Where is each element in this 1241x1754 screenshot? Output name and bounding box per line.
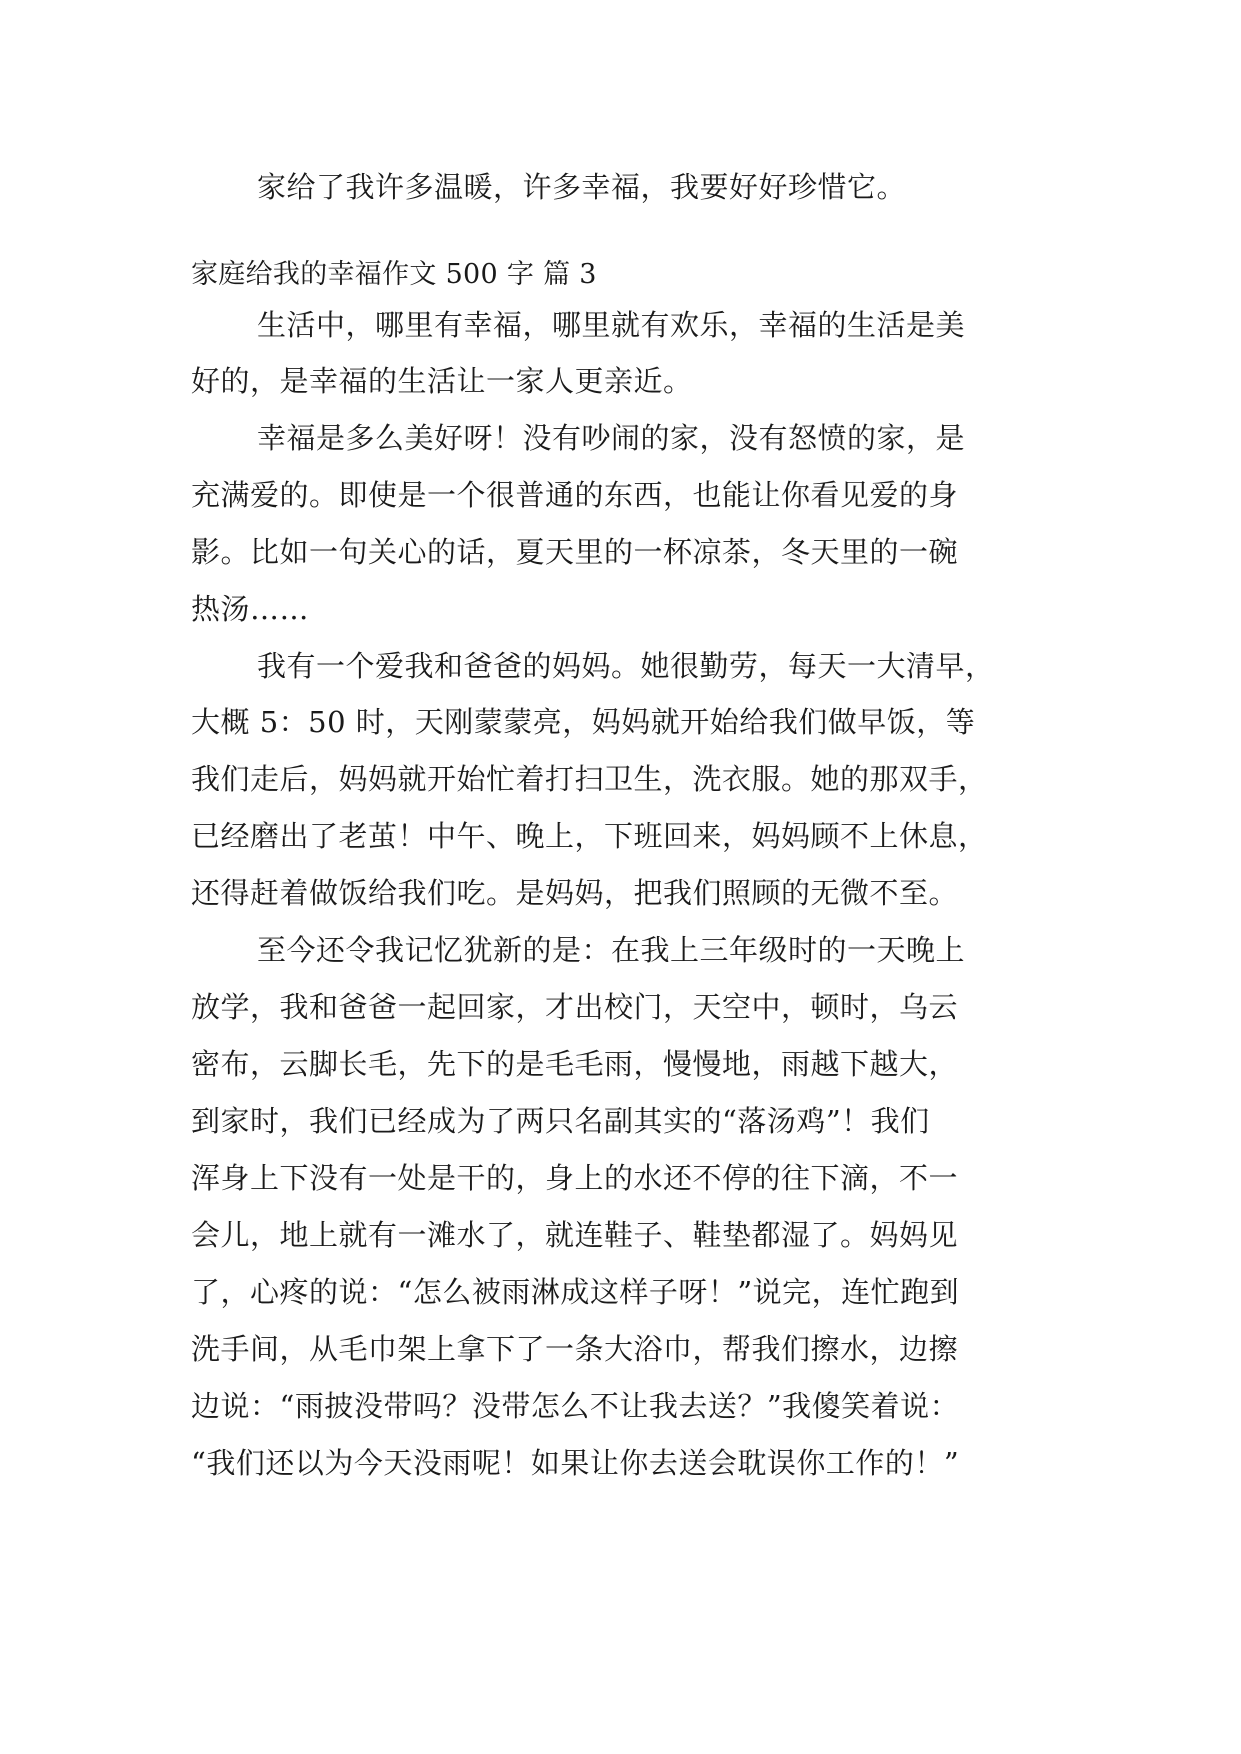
paragraph-line: 洗手间，从毛巾架上拿下了一条大浴巾，帮我们擦水，边擦 — [191, 1332, 959, 1366]
paragraph-line: 我们走后，妈妈就开始忙着打扫卫生，洗衣服。她的那双手， — [191, 762, 988, 796]
paragraph-line: 充满爱的。即使是一个很普通的东西，也能让你看见爱的身 — [191, 478, 959, 512]
paragraph-line: 我有一个爱我和爸爸的妈妈。她很勤劳，每天一大清早， — [257, 649, 995, 683]
paragraph-line: 至今还令我记忆犹新的是：在我上三年级时的一天晚上 — [257, 933, 966, 967]
paragraph-line: 会儿，地上就有一滩水了，就连鞋子、鞋垫都湿了。妈妈见 — [191, 1218, 959, 1252]
paragraph-line: 放学，我和爸爸一起回家，才出校门，天空中，顿时，乌云 — [191, 990, 959, 1024]
paragraph-line: 好的，是幸福的生活让一家人更亲近。 — [191, 364, 693, 398]
paragraph-line: 影。比如一句关心的话，夏天里的一杯凉茶，冬天里的一碗 — [191, 535, 959, 569]
paragraph-line: 热汤…… — [191, 592, 310, 626]
paragraph-line: 到家时，我们已经成为了两只名副其实的“落汤鸡”！我们 — [191, 1104, 930, 1138]
paragraph-line: 边说：“雨披没带吗？没带怎么不让我去送？”我傻笑着说： — [191, 1389, 960, 1423]
paragraph-line: 家给了我许多温暖，许多幸福，我要好好珍惜它。 — [257, 170, 907, 204]
paragraph-line: “我们还以为今天没雨呢！如果让你去送会耽误你工作的！” — [191, 1446, 960, 1480]
paragraph-line: 大概 5：50 时，天刚蒙蒙亮，妈妈就开始给我们做早饭，等 — [191, 705, 976, 739]
paragraph-line: 幸福是多么美好呀！没有吵闹的家，没有怒愤的家，是 — [257, 421, 966, 455]
paragraph-line: 浑身上下没有一处是干的，身上的水还不停的往下滴，不一 — [191, 1161, 959, 1195]
paragraph-line: 已经磨出了老茧！中午、晚上，下班回来，妈妈顾不上休息， — [191, 819, 988, 853]
paragraph-line: 密布，云脚长毛，先下的是毛毛雨，慢慢地，雨越下越大， — [191, 1047, 959, 1081]
section-heading: 家庭给我的幸福作文 500 字 篇 3 — [191, 259, 597, 290]
paragraph-line: 了，心疼的说：“怎么被雨淋成这样子呀！”说完，连忙跑到 — [191, 1275, 960, 1309]
paragraph-line: 生活中，哪里有幸福，哪里就有欢乐，幸福的生活是美 — [257, 308, 966, 342]
paragraph-line: 还得赶着做饭给我们吃。是妈妈，把我们照顾的无微不至。 — [191, 876, 959, 910]
